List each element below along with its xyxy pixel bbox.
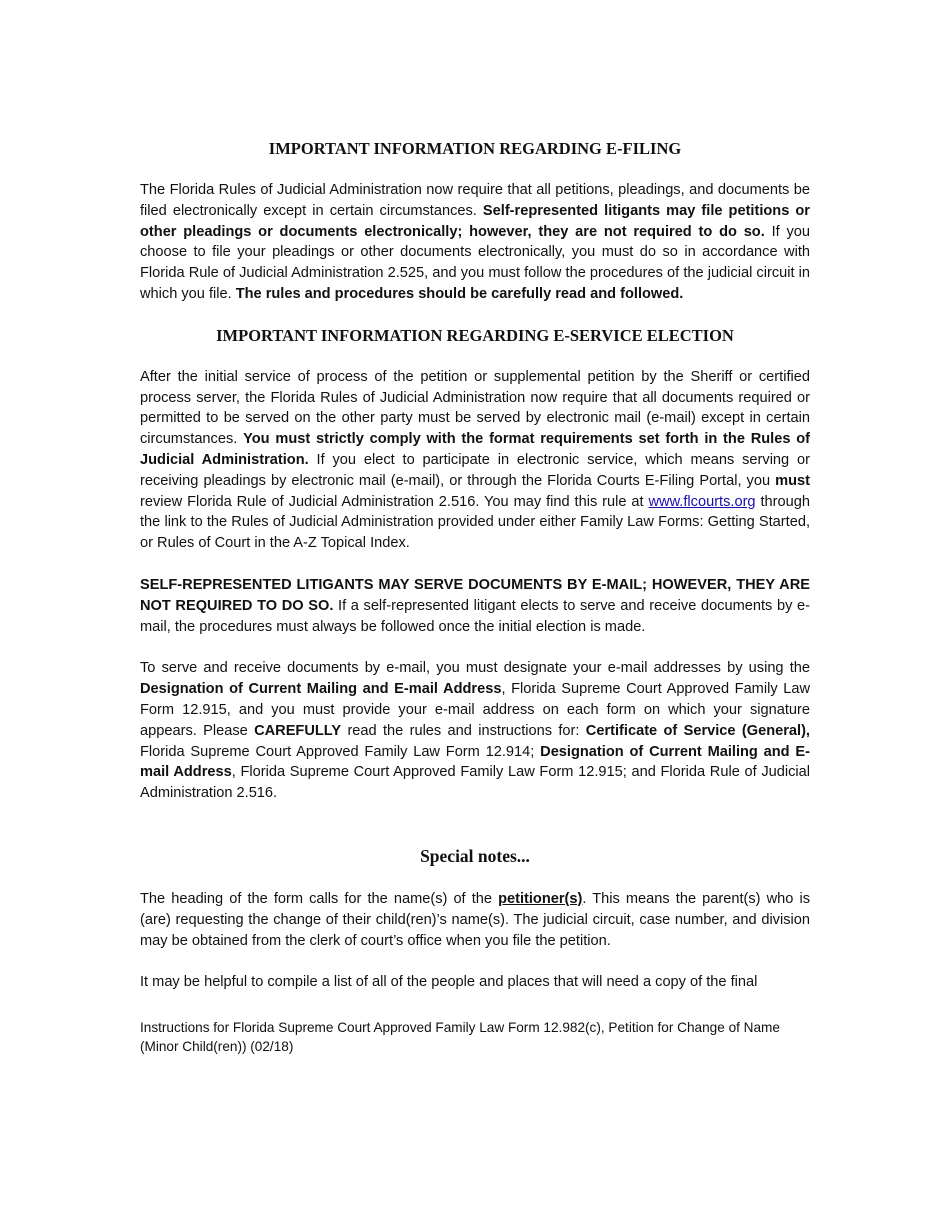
page-footer: [140, 1018, 810, 1056]
efiling-text-1: The Florida Rules of Judicial Administration now require that all petitions, pleadings, and documents be filed electronically except in certain circumstances.: [140, 182, 810, 219]
eservice-text-8: read the rules and instructions for:: [341, 722, 586, 739]
special-text-1: The heading of the form calls for the name(s) of the: [140, 890, 499, 907]
eservice-text-6: To serve and receive documents by e-mail, you must designate your e-mail addresses by using the: [140, 660, 810, 677]
special-notes-paragraph-1: [140, 889, 810, 951]
designation-form-name-2: Designation of Current Mailing and E-mail Address: [140, 743, 811, 781]
eservice-text-10: , Florida Supreme Court Approved Family Law Form 12.915; and Florida Rule of Judicial Administration 2.516.: [140, 764, 810, 802]
eservice-heading: IMPORTANT INFORMATION REGARDING E-SERVICE ELECTION: [216, 325, 734, 345]
special-text-2: . This means the parent(s) who is (are) requesting the change of their child(ren)’s name(s). The judicial circuit, case number, and division may be obtained from the clerk of court’s office when you file the petition.: [140, 890, 810, 949]
eservice-paragraph-1: [140, 367, 810, 554]
designation-form-name-1: Designation of Current Mailing and E-mail Address: [140, 681, 502, 698]
document-page: [140, 0, 810, 1056]
eservice-text-1: After the initial service of process of the petition or supplemental petition by the Sheriff or certified process server, the Florida Rules of Judicial Administration now require that all documents required or permitted to be served on the other party must be served by electronic mail (e-mail) except in certain circumstances.: [140, 368, 810, 448]
eservice-bold-1: You must strictly comply with the format requirements set forth in the Rules of Judicial Administration.: [140, 431, 811, 468]
eservice-text-3: review Florida Rule of Judicial Administration 2.516. You may find this rule at: [140, 493, 649, 510]
efiling-bold-1: Self-represented litigants may file petitions or other pleadings or documents electronically; however, they are not required to do so.: [140, 202, 810, 240]
efiling-bold-2: The rules and procedures should be carefully read and followed.: [235, 285, 684, 302]
footer-line-2: (Minor Child(ren)) (02/18): [140, 1039, 294, 1055]
eservice-text-4: through the link to the Rules of Judicial Administration provided under either Family Law Forms: Getting Started, or Rules of Court in the A-Z Topical Index.: [140, 493, 810, 552]
eservice-paragraph-3: [140, 658, 810, 804]
eservice-bold-must: must: [775, 472, 810, 489]
footer-line-1: Instructions for Florida Supreme Court Approved Family Law Form 12.982(c), Petition for Change of Name: [140, 1020, 780, 1036]
efiling-text-2: If you choose to file your pleadings or other documents electronically, you must do so in accordance with Florida Rule of Judicial Administration 2.525, and you must follow the procedures of the judicial circuit in which you file.: [140, 223, 810, 302]
eservice-text-5: If a self-represented litigant elects to serve and receive documents by e-mail, the procedures must always be followed once the initial election is made.: [140, 597, 810, 635]
petitioner-term: petitioner(s): [498, 890, 583, 907]
eservice-text-2: If you elect to participate in electronic service, which means serving or receiving pleadings by electronic mail (e-mail), or through the Florida Courts E-Filing Portal, you: [140, 451, 810, 489]
efiling-heading: IMPORTANT INFORMATION REGARDING E-FILING: [268, 139, 682, 158]
certificate-form-name: Certificate of Service (General),: [585, 722, 810, 739]
special-notes-heading: Special notes...: [420, 845, 530, 866]
eservice-text-7: , Florida Supreme Court Approved Family Law Form 12.915, and you must provide your e-mail address on each form on which your signature appears. Please: [140, 681, 810, 739]
special-notes-paragraph-2: It may be helpful to compile a list of all of the people and places that will need a copy of the final: [140, 974, 758, 991]
eservice-paragraph-2: [140, 575, 810, 637]
efiling-paragraph: [140, 180, 810, 305]
flcourts-link[interactable]: www.flcourts.org: [648, 493, 756, 510]
eservice-text-9: Florida Supreme Court Approved Family Law Form 12.914;: [140, 743, 541, 760]
eservice-caps-notice: SELF-REPRESENTED LITIGANTS MAY SERVE DOCUMENTS BY E-MAIL; HOWEVER, THEY ARE NOT REQUIRED TO DO SO.: [140, 576, 810, 614]
carefully-bold: CAREFULLY: [254, 722, 342, 739]
